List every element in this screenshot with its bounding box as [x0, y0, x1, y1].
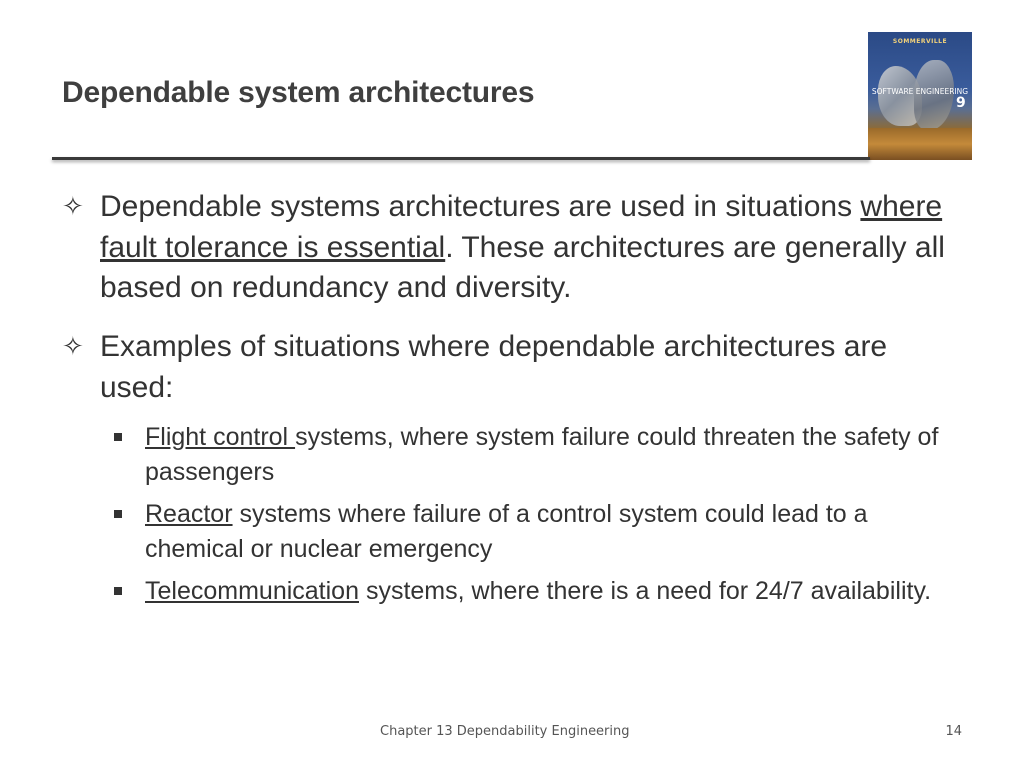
bullet-item — [62, 187, 967, 309]
sub-bullet-text — [145, 420, 944, 489]
title-divider — [52, 157, 870, 160]
sub-bullet-text — [145, 497, 944, 566]
bullet-text-underlined: where fault tolerance is essential — [100, 190, 943, 264]
sub-bullet-rest: systems where failure of a control system could lead to a chemical or nuclear emergency — [145, 500, 868, 563]
square-bullet-icon — [114, 587, 122, 595]
bullet-text-segment: Dependable systems architectures are used in situations — [100, 190, 861, 223]
sub-bullet-item — [114, 420, 944, 489]
bullet-text: Examples of situations where dependable architectures are used: — [100, 330, 888, 404]
page-number: 14 — [945, 724, 962, 739]
square-bullet-icon — [114, 433, 122, 441]
bullet-text — [100, 187, 967, 309]
bullet-item — [62, 327, 967, 408]
diamond-star-bullet-icon: ✧ — [62, 332, 84, 362]
cover-book-title: SOFTWARE ENGINEERING — [871, 87, 969, 96]
slide-footer: Chapter 13 Dependability Engineering — [380, 724, 630, 739]
cover-edition: 9 — [956, 95, 966, 111]
sub-bullet-item — [114, 574, 944, 609]
sub-bullet-rest: systems, where there is a need for 24/7 availability. — [359, 577, 932, 605]
sub-bullet-text — [145, 574, 944, 609]
book-cover-image — [868, 32, 972, 160]
sub-bullet-underlined: Reactor — [145, 500, 233, 528]
sub-bullet-rest: systems, where system failure could threaten the safety of passengers — [145, 423, 939, 486]
cover-author: SOMMERVILLE — [892, 38, 948, 45]
slide-title: Dependable system architectures — [62, 76, 535, 109]
bullet-text-segment: . These architectures are generally all based on redundancy and diversity. — [100, 230, 945, 304]
sub-bullet-item — [114, 497, 944, 566]
sub-bullet-underlined: Flight control — [145, 423, 296, 451]
sub-bullet-underlined: Telecommunication — [145, 577, 359, 605]
square-bullet-icon — [114, 510, 122, 518]
cover-ground-shape — [868, 128, 972, 160]
diamond-star-bullet-icon: ✧ — [62, 192, 84, 222]
